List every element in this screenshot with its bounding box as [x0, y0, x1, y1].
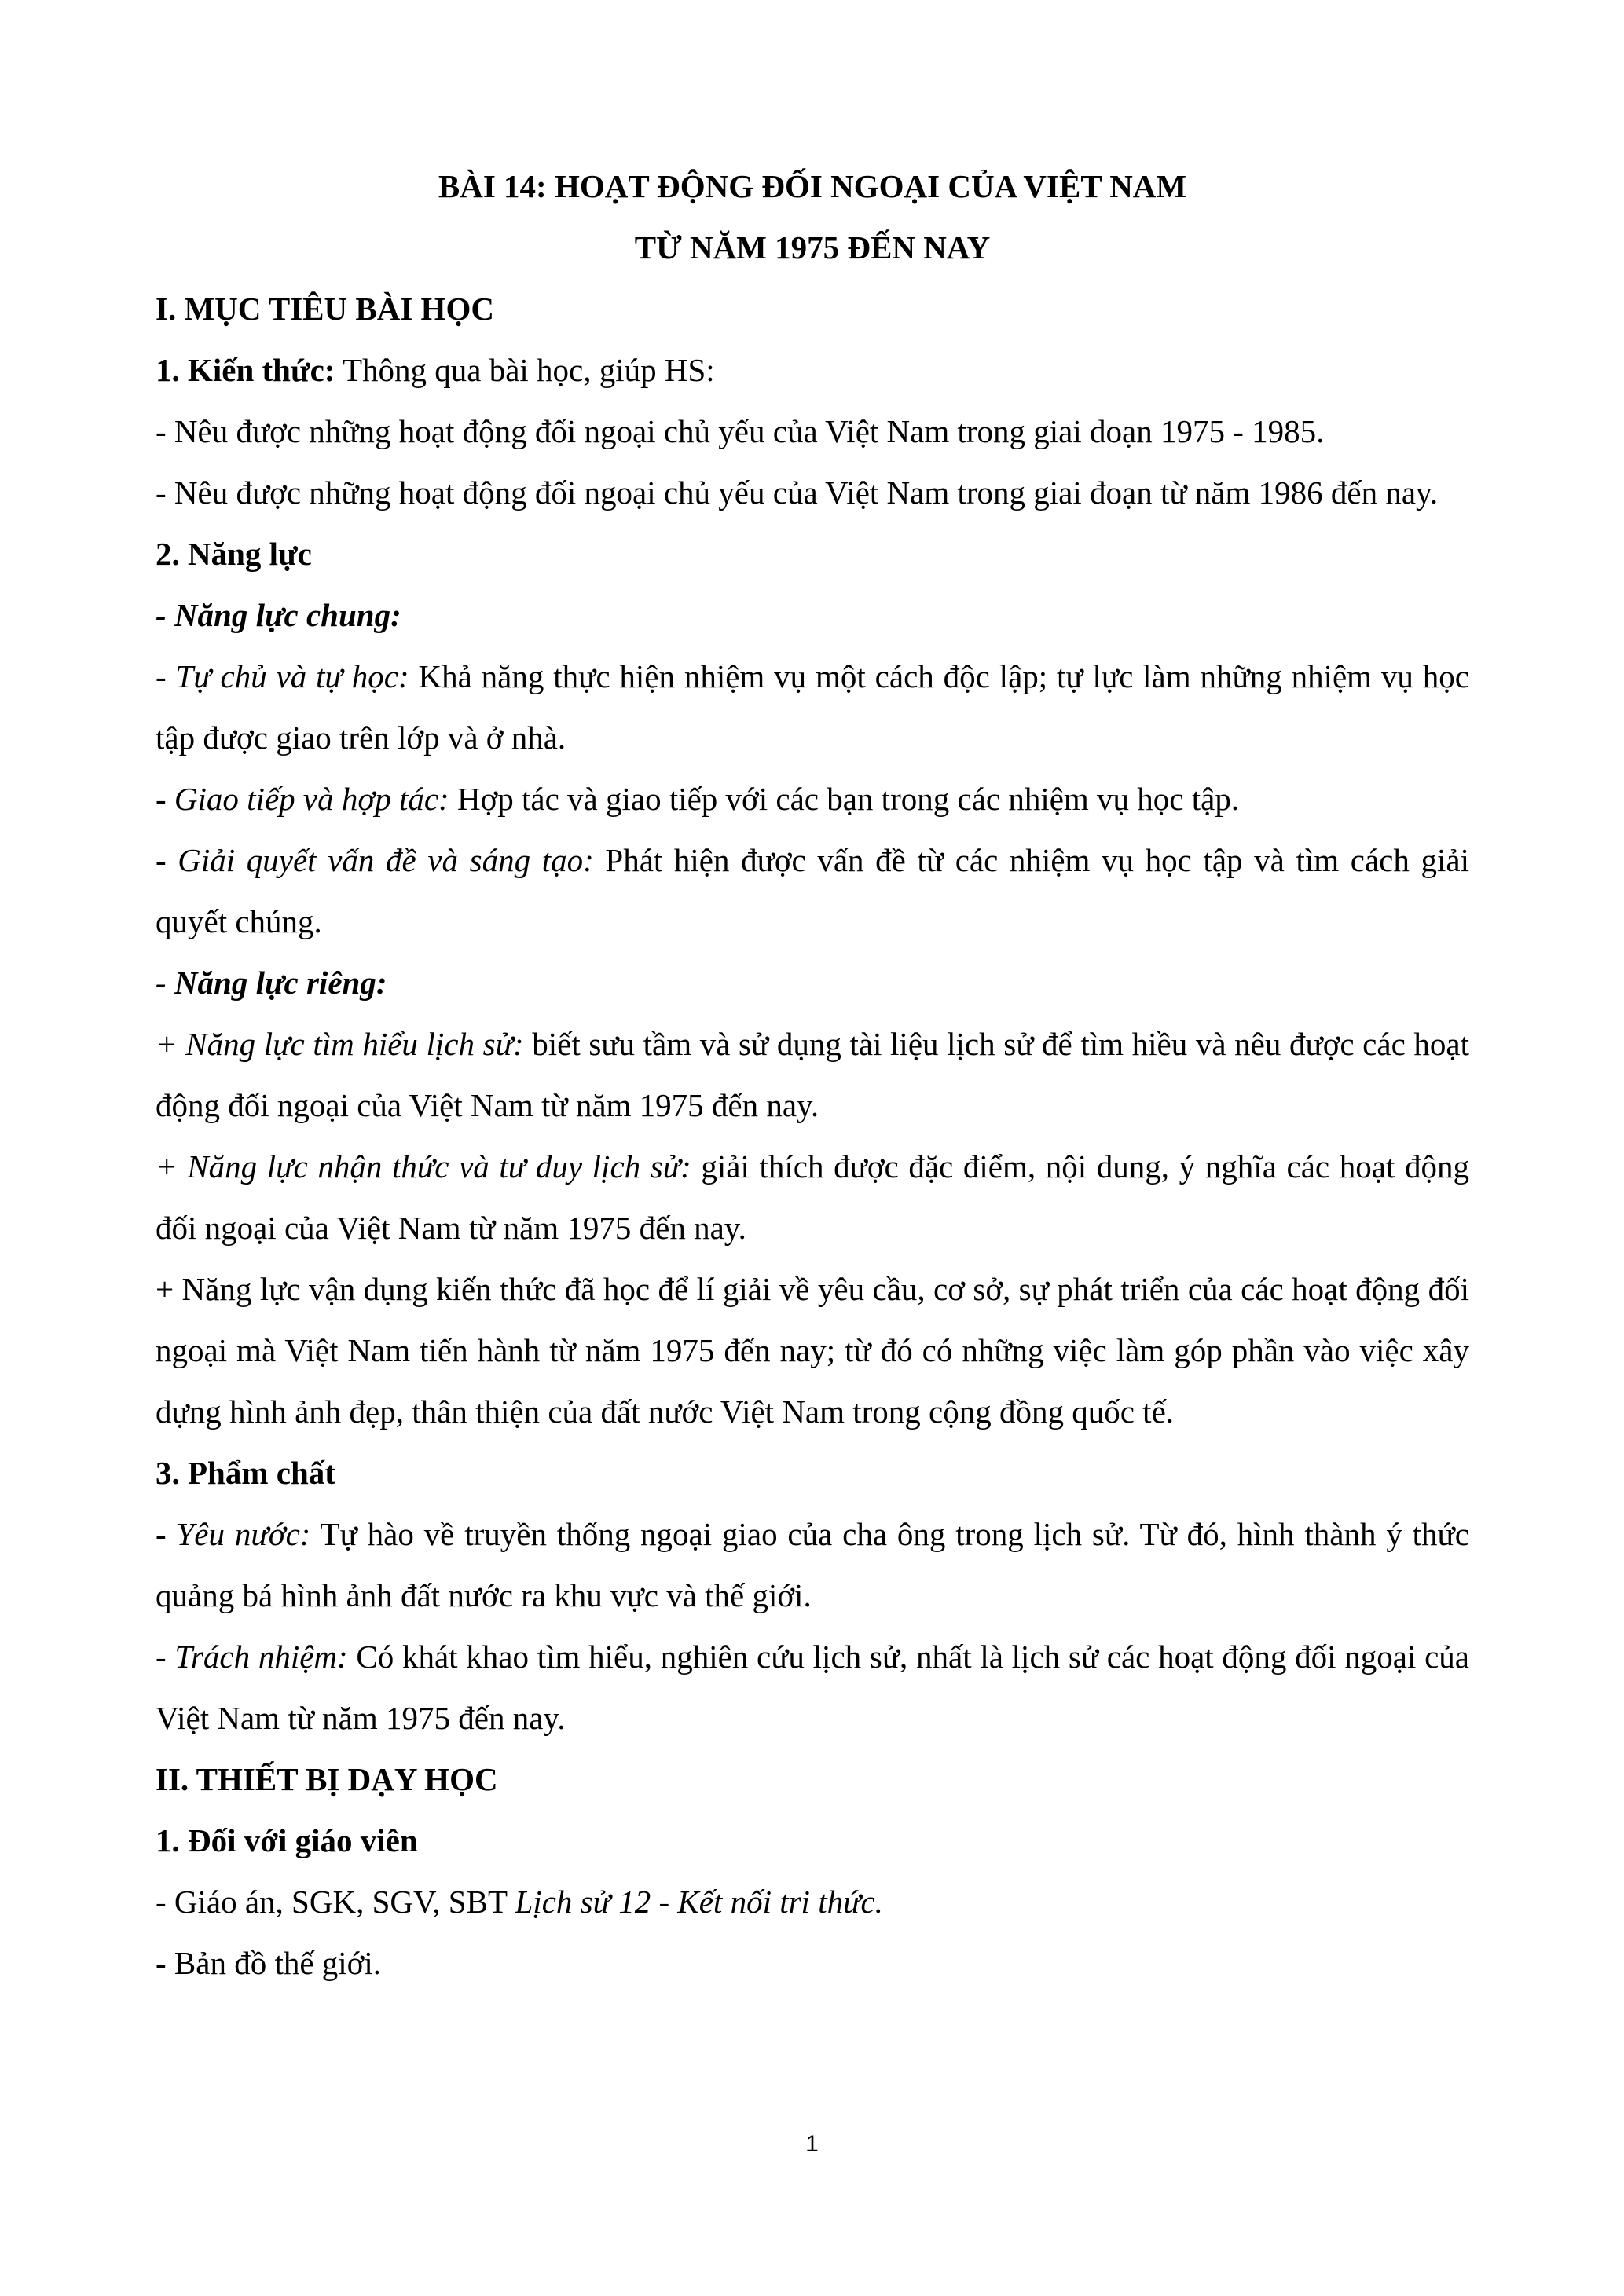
general-item-label: Tự chủ và tự học:: [175, 658, 409, 694]
general-item-text: Phát hiện được vấn đề từ các nhiệm vụ học tập và tìm cách giải quyết chúng.: [156, 842, 1469, 939]
page-number: 1: [805, 2131, 819, 2157]
teacher-heading: 1. Đối với giáo viên: [156, 1822, 418, 1858]
quality-label: Yêu nước:: [176, 1516, 311, 1552]
section-heading-equipment: II. THIẾT BỊ DẠY HỌC: [156, 1761, 498, 1797]
teacher-item-2: - Bản đồ thế giới.: [156, 1945, 381, 1981]
knowledge-paragraph: [156, 339, 1469, 401]
quality-prefix: -: [156, 1516, 177, 1552]
knowledge-text: Thông qua bài học, giúp HS:: [335, 352, 715, 388]
specific-item-label: + Năng lực tìm hiểu lịch sử:: [156, 1026, 524, 1062]
lesson-title-line-2: TỪ NĂM 1975 ĐẾN NAY: [634, 229, 991, 265]
qualities-heading: 3. Phẩm chất: [156, 1455, 335, 1491]
specific-competence-heading: [156, 952, 1469, 1013]
general-item-prefix: -: [156, 842, 178, 878]
knowledge-label: 1. Kiến thức:: [156, 352, 335, 388]
quality-text: Có khát khao tìm hiểu, nghiên cứu lịch sử, nhất là lịch sử các hoạt động đối ngoại của Việt Nam từ năm 1975 đến nay.: [156, 1639, 1469, 1736]
specific-item-text: biết sưu tầm và sử dụng tài liệu lịch sử để tìm hiều và nêu được các hoạt động đối ngoại của Việt Nam từ năm 1975 đến nay.: [156, 1026, 1469, 1123]
section-heading-objectives: I. MỤC TIÊU BÀI HỌC: [156, 291, 494, 327]
specific-item-text: giải thích được đặc điểm, nội dung, ý nghĩa các hoạt động đối ngoại của Việt Nam từ năm 1975 đến nay.: [156, 1148, 1469, 1246]
teacher-item-1: [156, 1871, 1469, 1932]
general-item-text: Hợp tác và giao tiếp với các bạn trong các nhiệm vụ học tập.: [449, 781, 1240, 817]
general-item-label: Giao tiếp và hợp tác:: [174, 781, 449, 817]
specific-competence-item-2: [156, 1136, 1469, 1258]
general-item-label: Giải quyết vấn đề và sáng tạo:: [178, 842, 594, 878]
specific-competence-item-3: + Năng lực vận dụng kiến thức đã học để lí giải về yêu cầu, cơ sở, sự phát triển của các hoạt động đối ngoại mà Việt Nam tiến hành từ năm 1975 đến nay; từ đó có những việc làm góp phần vào việc xây dựng hình ảnh đẹp, thân thiện của đất nước Việt Nam trong cộng đồng quốc tế.: [156, 1271, 1469, 1430]
general-competence-item-1: [156, 646, 1469, 768]
lesson-title-line-1: BÀI 14: HOẠT ĐỘNG ĐỐI NGOẠI CỦA VIỆT NAM: [438, 168, 1187, 204]
general-item-text: Khả năng thực hiện nhiệm vụ một cách độc lập; tự lực làm những nhiệm vụ học tập được giao trên lớp và ở nhà.: [156, 658, 1469, 756]
general-competence-heading: [156, 584, 1469, 646]
general-item-prefix: -: [156, 781, 174, 817]
teacher-item-prefix: - Giáo án, SGK, SGV, SBT: [156, 1884, 515, 1920]
quality-label: Trách nhiệm:: [174, 1639, 348, 1675]
competence-heading: 2. Năng lực: [156, 536, 312, 572]
specific-competence-label: - Năng lực riêng:: [156, 965, 387, 1001]
knowledge-item-2: - Nêu được những hoạt động đối ngoại chủ yếu của Việt Nam trong giai đoạn từ năm 1986 đến nay.: [156, 474, 1439, 511]
general-item-prefix: -: [156, 658, 176, 694]
textbook-title: Lịch sử 12 - Kết nối tri thức.: [515, 1884, 883, 1920]
quality-text: Tự hào về truyền thống ngoại giao của cha ông trong lịch sử. Từ đó, hình thành ý thức quảng bá hình ảnh đất nước ra khu vực và thế giới.: [156, 1516, 1469, 1613]
general-competence-item-2: [156, 768, 1469, 829]
specific-item-label: + Năng lực nhận thức và tư duy lịch sử:: [156, 1148, 691, 1185]
quality-prefix: -: [156, 1639, 175, 1675]
specific-competence-item-1: [156, 1013, 1469, 1136]
general-competence-label: - Năng lực chung:: [156, 597, 401, 633]
qualities-item-1: [156, 1503, 1469, 1626]
document-body: [156, 156, 1469, 1994]
qualities-item-2: [156, 1626, 1469, 1749]
knowledge-item-1: - Nêu được những hoạt động đối ngoại chủ yếu của Việt Nam trong giai doạn 1975 - 1985.: [156, 413, 1325, 449]
general-competence-item-3: [156, 829, 1469, 952]
